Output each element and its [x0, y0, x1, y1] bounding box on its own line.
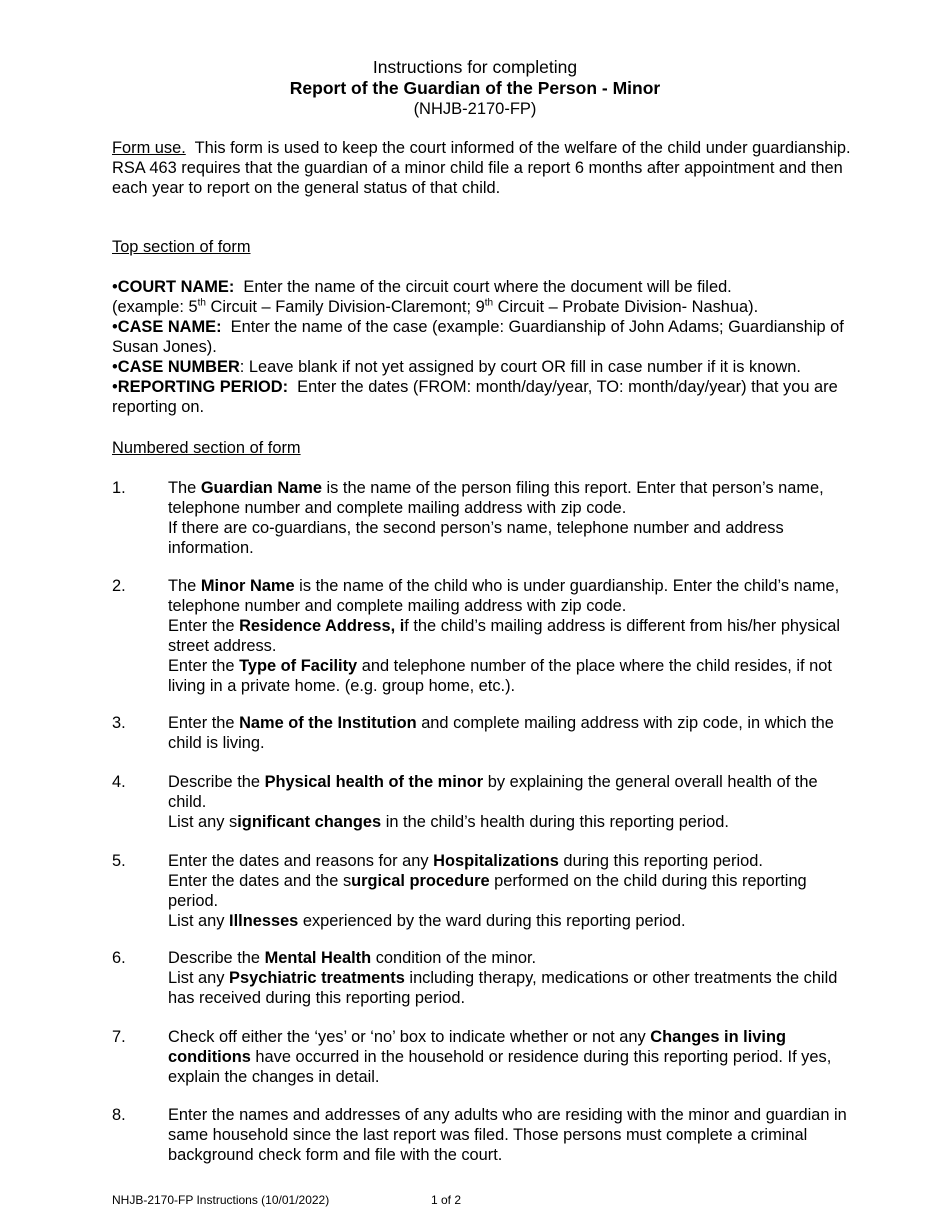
item-text: Enter the dates and reasons for any Hospitalizations during this reporting period. Enter the dates and the surgical procedure performed on the child during this reporting period. List any Illnesses experienced by the ward during this reporting period.	[168, 852, 807, 930]
item-number: 2.	[112, 577, 126, 595]
item-text: Check off either the ‘yes’ or ‘no’ box to indicate whether or not any Changes in living conditions have occurred in the household or residence during this reporting period. If yes, explain the changes in detail.	[168, 1028, 832, 1086]
item-text: The Minor Name is the name of the child who is under guardianship. Enter the child’s name, telephone number and complete mailing address with zip code. Enter the Residence Address, if the child’s mailing address is different from his/her physical street address. Enter the Type of Facility and telephone number of the place where the child resides, if not living in a private home. (e.g. group home, etc.).	[168, 577, 841, 695]
item-text: Describe the Physical health of the minor by explaining the general overall health of the child. List any significant changes in the child’s health during this reporting period.	[168, 773, 818, 831]
case-number-label: CASE NUMBER	[117, 358, 240, 376]
item-number: 5.	[112, 852, 126, 870]
form-use-text: This form is used to keep the court informed of the welfare of the child under guardianship. RSA 463 requires that the guardian of a minor child file a report 6 months after appointment and then each year to report on the general status of that child.	[112, 139, 851, 197]
item-text: Enter the Name of the Institution and complete mailing address with zip code, in which the child is living.	[168, 714, 834, 752]
item-text: The Guardian Name is the name of the person filing this report. Enter that person’s name, telephone number and complete mailing address with zip code. If there are co-guardians, the second person’s name, telephone number and address information.	[168, 479, 824, 557]
footer-page-number: 1 of 2	[431, 1193, 462, 1207]
case-number-entry: •CASE NUMBER: Leave blank if not yet assigned by court OR fill in case number if it is known.	[112, 358, 801, 376]
top-section-heading: Top section of form	[112, 238, 251, 256]
top-section-fields	[112, 277, 852, 417]
reporting-period-entry: •REPORTING PERIOD: Enter the dates (FROM: month/day/year, TO: month/day/year) that you are reporting on.	[112, 378, 838, 416]
item-number: 4.	[112, 773, 126, 791]
footer-form-id: NHJB-2170-FP Instructions (10/01/2022)	[112, 1193, 330, 1207]
item-number: 6.	[112, 949, 126, 967]
document-title: Report of the Guardian of the Person - Minor	[289, 78, 661, 98]
form-use-label: Form use.	[112, 139, 186, 157]
item-number: 3.	[112, 714, 126, 732]
reporting-period-label: REPORTING PERIOD:	[117, 378, 289, 396]
item-text: Enter the names and addresses of any adults who are residing with the minor and guardian in same household since the last report was filed. Those persons must complete a criminal background check form and file with the court.	[168, 1106, 847, 1164]
item-text: Describe the Mental Health condition of the minor. List any Psychiatric treatments including therapy, medications or other treatments the child has received during this reporting period.	[168, 949, 838, 1007]
court-name-entry: •COURT NAME: Enter the name of the circuit court where the document will be filed.	[112, 278, 732, 296]
item-number: 7.	[112, 1028, 126, 1046]
case-name-label: CASE NAME:	[117, 318, 222, 336]
form-use-paragraph	[112, 138, 852, 198]
court-name-example: (example: 5th Circuit – Family Division-Claremont; 9th Circuit – Probate Division- Nashua).	[112, 297, 759, 316]
header-intro: Instructions for completing	[372, 57, 578, 77]
case-name-entry: •CASE NAME: Enter the name of the case (example: Guardianship of John Adams; Guardianship of Susan Jones).	[112, 318, 844, 356]
court-name-label: COURT NAME:	[117, 278, 235, 296]
item-number: 8.	[112, 1106, 126, 1124]
numbered-section-heading: Numbered section of form	[112, 439, 301, 457]
item-number: 1.	[112, 479, 126, 497]
form-number: (NHJB-2170-FP)	[413, 100, 537, 118]
